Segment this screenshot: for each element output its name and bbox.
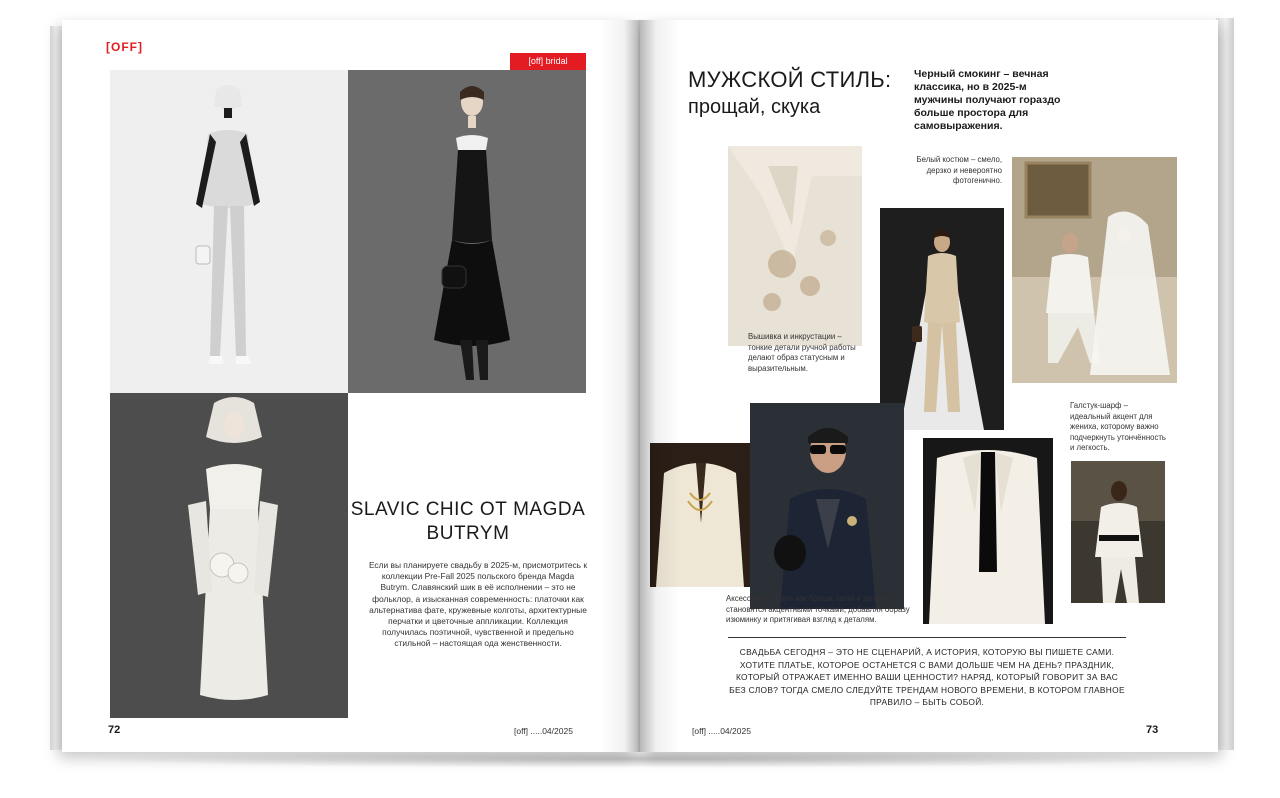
page-edge-right (1216, 18, 1234, 750)
photo-white-satin-gown (110, 393, 348, 718)
page-number-right: 73 (1146, 724, 1159, 736)
caption-embroidery: Вышивка и инкрустации – тонкие детали ручной работы делают образ статусным и выразительным. (748, 332, 856, 373)
article-subhead: прощай, скука (688, 96, 821, 118)
photo-cream-jacket-chains (650, 443, 752, 587)
photo-navy-suit-sunglasses (750, 403, 904, 609)
brand-logo: [OFF] (106, 40, 143, 54)
article-headline: МУЖСКОЙ СТИЛЬ: (688, 67, 892, 92)
caption-scarf-tie: Галстук-шарф – идеальный акцент для жениха, которому важно подчеркнуть утончённость и легкость. (1070, 401, 1166, 452)
photo-couple-white (1012, 157, 1177, 383)
closing-statement: СВАДЬБА СЕГОДНЯ – ЭТО НЕ СЦЕНАРИЙ, А ИСТОРИЯ, КОТОРУЮ ВЫ ПИШЕТЕ САМИ. ХОТИТЕ ПЛАТЬЕ, КОТОРОЕ ОСТАНЕТСЯ С ВАМИ ДОЛЬШЕ ЧЕМ НА ДЕНЬ? ПРАЗДНИК, КОТОРЫЙ ОТРАЖАЕТ ИМЕННО ВАШИ ЦЕННОСТИ? НАРЯД, КОТОРЫЙ ГОВОРИТ ЗА ВАС БЕЗ СЛОВ? ТОГДА СМЕЛО СЛЕДУЙТЕ ТРЕНДАМ НОВОГО ВРЕМЕНИ, В КОТОРОМ ГЛАВНОЕ ПРАВИЛО – БЫТЬ СОБОЙ. (729, 647, 1125, 707)
photo-white-jacket-black-tie (923, 438, 1053, 624)
divider-line (728, 637, 1126, 638)
article-standfirst: Черный смокинг – вечная классика, но в 2025-м мужчины получают гораздо больше простора для самовыражения. (914, 68, 1061, 132)
caption-white-suit: Белый костюм – смело, дерзко и невероятно фотогенично. (916, 155, 1002, 185)
magazine-shadow (70, 750, 1220, 768)
article-headline: SLAVIC CHIC ОТ MAGDA BUTRYM (350, 499, 586, 544)
left-page (62, 20, 638, 752)
photo-embroidered-jacket (728, 146, 862, 346)
section-tag: [off] bridal (510, 53, 586, 70)
right-page (640, 20, 1218, 752)
issue-date-right: [off] .....04/2025 (692, 726, 751, 736)
photo-white-lace-dress (110, 70, 348, 393)
page-number-left: 72 (108, 724, 121, 736)
article-body: Если вы планируете свадьбу в 2025-м, присмотритесь к коллекции Pre-Fall 2025 польского бренда Magda Butrym. Славянский шик в её исполнении – это не фольклор, а изысканная современность: платочки как альтернатива фате, кружевные колготы, архитектурные перчатки и цветочные аппликации. Коллекция получилась поэтичной, чувственной и предельно стильной – настоящая ода женственности. (368, 560, 588, 649)
photo-black-dress (348, 70, 586, 393)
photo-runway-beige-suit (880, 208, 1004, 430)
caption-accessories: Аксессуары, такие как броши, цепи и запонки, становятся акцентными точками, добавляя образу изюминку и притягивая взгляд к деталям. (726, 594, 910, 624)
issue-date-left: [off] .....04/2025 (514, 726, 573, 736)
photo-black-white-outfit (1071, 461, 1165, 603)
